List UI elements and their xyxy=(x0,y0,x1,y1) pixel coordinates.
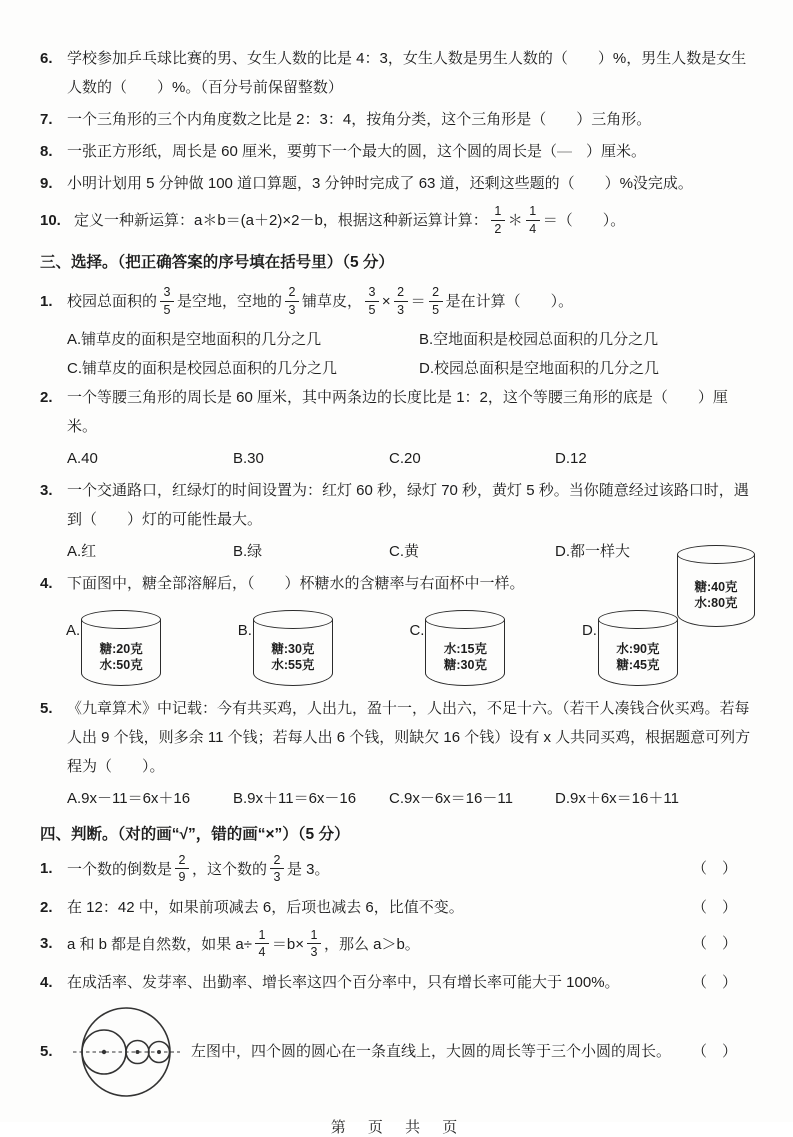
operator-star: ＊ xyxy=(507,212,523,229)
page-footer: 第 页 共 页 xyxy=(330,1118,467,1136)
option-c: C.9x－6x＝16－11 xyxy=(389,790,513,807)
question-text-seg: 在成活率、发芽率、出勤率、增长率这四个百分率中，只有增长率可能大于 100%。 xyxy=(67,973,620,991)
question-text: 下面图中，糖全部溶解后，（ ）杯糖水的含糖率与右面杯中一样。 xyxy=(67,575,525,592)
question-text xyxy=(67,282,757,322)
fraction-denominator: 5 xyxy=(432,302,440,317)
option-c: C.铺草皮的面积是校园总面积的几分之几 xyxy=(67,360,338,377)
question-number: 5. xyxy=(40,1043,53,1060)
center-dot xyxy=(102,1049,106,1053)
cup-content-line: 糖:30克 xyxy=(271,642,315,656)
question-text-seg: 左图中，四个圆的圆心在一条直线上，大圆的周长等于三个小圆的周长。 xyxy=(191,1043,672,1060)
question-judge-3 xyxy=(40,929,757,961)
option-d: D.都一样大 xyxy=(555,543,631,560)
question-text: 小明计划用 5 分钟做 100 道口算题，3 分钟时完成了 63 道，还剩这些题的（ ）%没完成。 xyxy=(67,175,693,192)
question-text-seg: a 和 b 都是自然数，如果 a÷ xyxy=(67,936,252,954)
center-dot xyxy=(136,1050,140,1054)
question-number: 2. xyxy=(40,898,53,916)
question-text-post: ）厘米。 xyxy=(571,143,647,160)
cup-content-line: 水:80克 xyxy=(694,596,738,610)
choice-3-options xyxy=(40,537,757,566)
option-c: C.黄 xyxy=(389,543,420,560)
fraction-denominator: 5 xyxy=(163,302,171,317)
question-number: 5. xyxy=(40,700,53,717)
option-c: C.20 xyxy=(389,450,421,467)
option-b: B.空地面积是校园总面积的几分之几 xyxy=(419,331,659,348)
question-fill-9 xyxy=(40,169,757,198)
question-text-seg: 是空地，空地的 xyxy=(176,293,282,310)
option-a: A.9x－11＝6x＋16 xyxy=(67,790,191,807)
choice-5-options xyxy=(40,784,757,813)
answer-parentheses: （ ） xyxy=(691,934,737,952)
cup-body xyxy=(81,619,161,686)
cup-rim xyxy=(253,610,333,629)
cup-label: D. xyxy=(581,622,597,639)
question-text: 一个三角形的三个内角度数之比是 2：3：4，按角分类，这个三角形是（ ）三角形。 xyxy=(67,111,652,128)
question-choice-3 xyxy=(40,476,757,534)
cup-option-d xyxy=(582,610,678,686)
fraction xyxy=(160,285,174,317)
question-text-seg: 一个数的倒数是 xyxy=(67,861,173,879)
fraction xyxy=(270,853,284,885)
question-text-pre: 定义一种新运算：a＊b＝(a＋2)×2－b，根据这种新运算计算： xyxy=(74,212,488,229)
cup-option-b xyxy=(238,610,333,686)
cup-options-row xyxy=(66,610,678,686)
question-text xyxy=(67,893,692,922)
question-number: 10. xyxy=(40,212,61,229)
question-number: 2. xyxy=(40,389,53,406)
section-title-judge: 四、判断。（对的画“√”，错的画“×”）（5 分） xyxy=(40,826,350,843)
fraction xyxy=(491,204,505,236)
cup-content-line: 糖:30克 xyxy=(443,658,487,672)
fraction-numerator: 2 xyxy=(175,853,189,869)
question-judge-5 xyxy=(40,1004,757,1100)
operator-equals: ＝ xyxy=(410,293,426,310)
fraction-denominator: 3 xyxy=(310,945,318,960)
question-fill-7 xyxy=(40,105,757,134)
answer-parentheses: （ ） xyxy=(691,860,737,877)
center-dot xyxy=(157,1050,161,1054)
question-number: 9. xyxy=(40,175,53,192)
fraction xyxy=(175,853,189,885)
fraction-numerator: 1 xyxy=(307,928,321,944)
cup-body xyxy=(253,619,333,686)
fraction xyxy=(307,928,321,960)
question-text-pre: 一张正方形纸，周长是 60 厘米，要剪下一个最大的圆，这个圆的周长是（ xyxy=(67,143,558,160)
option-d: D.9x＋6x＝16＋11 xyxy=(555,790,679,807)
cup-body xyxy=(598,619,678,686)
question-text xyxy=(67,968,692,997)
question-text-seg: ，那么 a＞b。 xyxy=(323,936,420,954)
option-d: D.校园总面积是空地面积的几分之几 xyxy=(419,360,660,377)
fraction-numerator: 1 xyxy=(255,928,269,944)
fraction-denominator: 2 xyxy=(494,221,502,236)
question-text-seg: 在 12：42 中，如果前项减去 6，后项也减去 6，比值不变。 xyxy=(67,898,464,916)
question-text xyxy=(67,137,757,166)
question-text-seg: ，这个数的 xyxy=(191,861,267,879)
question-text-post: ＝（ ）。 xyxy=(542,212,626,229)
question-choice-4-block xyxy=(40,569,757,686)
cup-content-line: 水:50克 xyxy=(99,658,143,672)
question-choice-1 xyxy=(40,282,757,322)
answer-parentheses: （ ） xyxy=(691,898,737,916)
cup-content-line: 糖:40克 xyxy=(694,580,738,594)
cup-content-line: 水:15克 xyxy=(443,642,487,656)
question-number: 3. xyxy=(40,934,53,952)
question-text: 一个等腰三角形的周长是 60 厘米，其中两条边的长度比是 1：2，这个等腰三角形的底是（ ）厘米。 xyxy=(67,389,728,435)
cup-rim xyxy=(598,610,678,629)
fraction xyxy=(394,285,408,317)
cup-content-line: 糖:45克 xyxy=(616,658,660,672)
fraction-denominator: 3 xyxy=(288,302,296,317)
question-text-seg: 校园总面积的 xyxy=(67,293,158,310)
operator-multiply: × xyxy=(381,293,391,310)
fraction-denominator: 3 xyxy=(273,870,281,885)
cup-rim xyxy=(677,545,755,564)
cup-label: A. xyxy=(66,622,81,639)
fraction xyxy=(285,285,299,317)
fraction-numerator: 2 xyxy=(270,853,284,869)
fraction-numerator: 1 xyxy=(526,204,540,220)
cup-body xyxy=(677,554,755,627)
cup-figure xyxy=(425,610,505,686)
reference-cup-figure xyxy=(677,545,755,627)
fraction-denominator: 9 xyxy=(178,870,186,885)
question-number: 8. xyxy=(40,143,53,160)
cup-rim xyxy=(81,610,161,629)
question-text-seg: 是在计算（ ）。 xyxy=(445,293,574,310)
question-number: 1. xyxy=(40,860,53,877)
fraction-numerator: 3 xyxy=(160,285,174,301)
question-choice-2 xyxy=(40,383,757,441)
option-d: D.12 xyxy=(555,450,587,467)
fraction-numerator: 1 xyxy=(491,204,505,220)
faint-answer-line: — xyxy=(557,143,572,160)
fraction-denominator: 4 xyxy=(529,221,537,236)
cup-content-line: 糖:20克 xyxy=(99,642,143,656)
question-text xyxy=(191,1037,692,1066)
question-number: 1. xyxy=(40,293,53,310)
cup-label: C. xyxy=(409,622,425,639)
fraction xyxy=(365,285,379,317)
answer-parentheses: （ ） xyxy=(691,1043,737,1060)
cup-content-line: 水:55克 xyxy=(271,658,315,672)
cup-rim xyxy=(425,610,505,629)
cup-option-c xyxy=(409,610,505,686)
fraction-numerator: 2 xyxy=(429,285,443,301)
question-choice-4 xyxy=(40,569,757,598)
question-text: 《九章算术》中记载：今有共买鸡，人出九，盈十一，人出六，不足十六。（若干人凑钱合伙买鸡。若每人出 9 个钱，则多余 11 个钱；若每人出 6 个钱，则缺欠 16 个钱）设有 x 人共同买鸡，根据题意可列方程为（ ）。 xyxy=(67,700,751,775)
question-text xyxy=(74,201,757,241)
fraction-numerator: 2 xyxy=(394,285,408,301)
question-number: 7. xyxy=(40,111,53,128)
cup-figure xyxy=(81,610,161,686)
fraction-denominator: 4 xyxy=(258,945,266,960)
option-a: A.红 xyxy=(67,543,97,560)
fraction-denominator: 5 xyxy=(368,302,376,317)
fraction-numerator: 2 xyxy=(285,285,299,301)
question-text-seg: 是 3。 xyxy=(286,861,330,879)
cup-figure xyxy=(598,610,678,686)
option-b: B.绿 xyxy=(233,543,263,560)
question-number: 6. xyxy=(40,50,53,67)
option-b: B.9x＋11＝6x－16 xyxy=(233,790,357,807)
answer-parentheses: （ ） xyxy=(691,973,737,991)
choice-1-options-row-1 xyxy=(40,325,757,354)
fraction xyxy=(429,285,443,317)
question-fill-8 xyxy=(40,137,757,166)
choice-2-options xyxy=(40,444,757,473)
question-text: 一个交通路口，红绿灯的时间设置为：红灯 60 秒，绿灯 70 秒，黄灯 5 秒。当你随意经过该路口时，遇到（ ）灯的可能性最大。 xyxy=(67,482,749,528)
option-b: B.30 xyxy=(233,450,264,467)
question-fill-10 xyxy=(40,201,757,241)
question-judge-1 xyxy=(40,854,757,886)
question-number: 3. xyxy=(40,482,53,499)
cup-figure xyxy=(677,545,755,627)
question-number: 4. xyxy=(40,973,53,991)
option-a: A.铺草皮的面积是空地面积的几分之几 xyxy=(67,331,322,348)
question-judge-2 xyxy=(40,893,757,922)
question-choice-5 xyxy=(40,694,757,781)
cup-option-a xyxy=(66,610,161,686)
section-title-choice: 三、选择。（把正确答案的序号填在括号里）（5 分） xyxy=(40,254,394,271)
cup-figure xyxy=(253,610,333,686)
question-judge-4 xyxy=(40,968,757,997)
question-text: 学校参加乒乓球比赛的男、女生人数的比是 4：3，女生人数是男生人数的（ ）%，男生人数是女生人数的（ ）%。（百分号前保留整数） xyxy=(67,50,747,96)
circles-figure xyxy=(67,1004,185,1100)
cup-label: B. xyxy=(237,622,252,639)
choice-1-options-row-2 xyxy=(40,354,757,383)
question-text-seg: 铺草皮， xyxy=(301,293,362,310)
question-text xyxy=(67,854,692,886)
fraction-denominator: 3 xyxy=(397,302,405,317)
question-text-seg: ＝b× xyxy=(271,936,304,954)
cup-body xyxy=(425,619,505,686)
fraction-numerator: 3 xyxy=(365,285,379,301)
option-a: A.40 xyxy=(67,450,98,467)
question-number: 4. xyxy=(40,575,53,592)
question-fill-6 xyxy=(40,44,757,102)
question-text xyxy=(67,929,692,961)
fraction xyxy=(255,928,269,960)
cup-content-line: 水:90克 xyxy=(616,642,660,656)
fraction xyxy=(526,204,540,236)
